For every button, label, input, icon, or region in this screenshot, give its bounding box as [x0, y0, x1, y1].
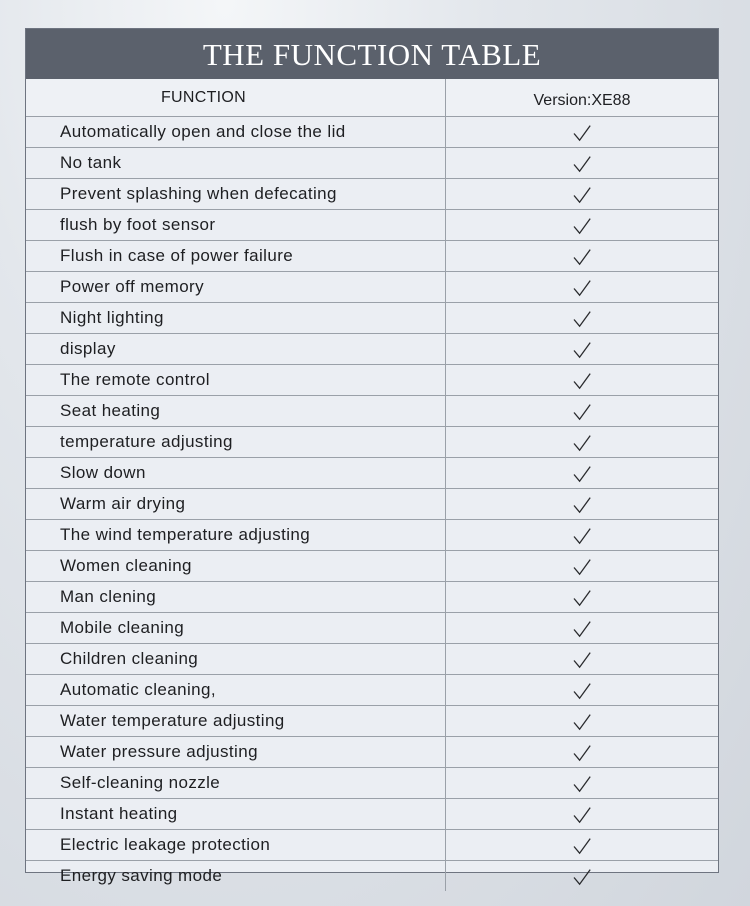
- checkmark-icon: [572, 464, 592, 484]
- table-title-bar: [26, 29, 718, 79]
- checkmark-icon: [572, 588, 592, 608]
- checkmark-icon: [572, 216, 592, 236]
- function-name: Water pressure adjusting: [26, 737, 446, 767]
- version-support-cell: [446, 582, 718, 612]
- checkmark-icon: [572, 712, 592, 732]
- version-support-cell: [446, 179, 718, 209]
- checkmark-icon: [572, 867, 592, 887]
- version-support-cell: [446, 396, 718, 426]
- version-support-cell: [446, 334, 718, 364]
- table-body: [26, 117, 718, 891]
- table-title: THE FUNCTION TABLE: [202, 36, 542, 72]
- checkmark-icon: [572, 278, 592, 298]
- table-row: [26, 830, 718, 861]
- version-support-cell: [446, 210, 718, 240]
- function-name: Man clening: [26, 582, 446, 612]
- version-support-cell: [446, 551, 718, 581]
- function-name: Water temperature adjusting: [26, 706, 446, 736]
- function-name: temperature adjusting: [26, 427, 446, 457]
- table-row: [26, 768, 718, 799]
- checkmark-icon: [572, 495, 592, 515]
- version-support-cell: [446, 644, 718, 674]
- checkmark-icon: [572, 371, 592, 391]
- checkmark-icon: [572, 247, 592, 267]
- table-row: [26, 644, 718, 675]
- table-row: [26, 148, 718, 179]
- table-row: [26, 303, 718, 334]
- table-row: [26, 861, 718, 891]
- function-name: Seat heating: [26, 396, 446, 426]
- function-name: Slow down: [26, 458, 446, 488]
- table-row: [26, 520, 718, 551]
- table-row: [26, 675, 718, 706]
- checkmark-icon: [572, 185, 592, 205]
- checkmark-icon: [572, 681, 592, 701]
- checkmark-icon: [572, 619, 592, 639]
- function-name: Night lighting: [26, 303, 446, 333]
- function-name: display: [26, 334, 446, 364]
- version-support-cell: [446, 427, 718, 457]
- function-name: No tank: [26, 148, 446, 178]
- table-row: [26, 458, 718, 489]
- table-row: [26, 272, 718, 303]
- table-row: [26, 179, 718, 210]
- table-row: [26, 117, 718, 148]
- function-name: Warm air drying: [26, 489, 446, 519]
- checkmark-icon: [572, 557, 592, 577]
- table-row: [26, 489, 718, 520]
- checkmark-icon: [572, 526, 592, 546]
- version-support-cell: [446, 613, 718, 643]
- function-column-header: FUNCTION: [26, 79, 446, 116]
- table-row: [26, 241, 718, 272]
- function-name: Automatically open and close the lid: [26, 117, 446, 147]
- function-name: Energy saving mode: [26, 861, 446, 891]
- function-name: Prevent splashing when defecating: [26, 179, 446, 209]
- function-name: Women cleaning: [26, 551, 446, 581]
- version-column-header: Version:XE88: [533, 91, 631, 109]
- function-name: Electric leakage protection: [26, 830, 446, 860]
- checkmark-icon: [572, 743, 592, 763]
- version-support-cell: [446, 272, 718, 302]
- table-row: [26, 582, 718, 613]
- table-row: [26, 334, 718, 365]
- function-name: Automatic cleaning,: [26, 675, 446, 705]
- version-support-cell: [446, 303, 718, 333]
- version-support-cell: [446, 675, 718, 705]
- checkmark-icon: [572, 340, 592, 360]
- checkmark-icon: [572, 309, 592, 329]
- table-row: [26, 613, 718, 644]
- function-name: The remote control: [26, 365, 446, 395]
- function-name: Power off memory: [26, 272, 446, 302]
- function-name: flush by foot sensor: [26, 210, 446, 240]
- version-support-cell: [446, 861, 718, 891]
- version-support-cell: [446, 365, 718, 395]
- version-support-cell: [446, 706, 718, 736]
- checkmark-icon: [572, 650, 592, 670]
- checkmark-icon: [572, 836, 592, 856]
- function-name: Self-cleaning nozzle: [26, 768, 446, 798]
- function-name: Mobile cleaning: [26, 613, 446, 643]
- table-row: [26, 706, 718, 737]
- table-row: [26, 427, 718, 458]
- checkmark-icon: [572, 154, 592, 174]
- version-support-cell: [446, 241, 718, 271]
- table-row: [26, 737, 718, 768]
- version-support-cell: [446, 799, 718, 829]
- function-name: Children cleaning: [26, 644, 446, 674]
- checkmark-icon: [572, 433, 592, 453]
- table-header-row: [26, 79, 718, 117]
- checkmark-icon: [572, 805, 592, 825]
- checkmark-icon: [572, 402, 592, 422]
- version-support-cell: [446, 520, 718, 550]
- table-row: [26, 799, 718, 830]
- table-row: [26, 210, 718, 241]
- function-table: [25, 28, 719, 885]
- version-support-cell: [446, 830, 718, 860]
- table-row: [26, 396, 718, 427]
- version-support-cell: [446, 737, 718, 767]
- table-row: [26, 365, 718, 396]
- function-name: The wind temperature adjusting: [26, 520, 446, 550]
- table-row: [26, 551, 718, 582]
- checkmark-icon: [572, 123, 592, 143]
- function-name: Flush in case of power failure: [26, 241, 446, 271]
- function-name: Instant heating: [26, 799, 446, 829]
- version-support-cell: [446, 489, 718, 519]
- checkmark-icon: [572, 774, 592, 794]
- version-support-cell: [446, 117, 718, 147]
- version-support-cell: [446, 458, 718, 488]
- version-support-cell: [446, 768, 718, 798]
- version-support-cell: [446, 148, 718, 178]
